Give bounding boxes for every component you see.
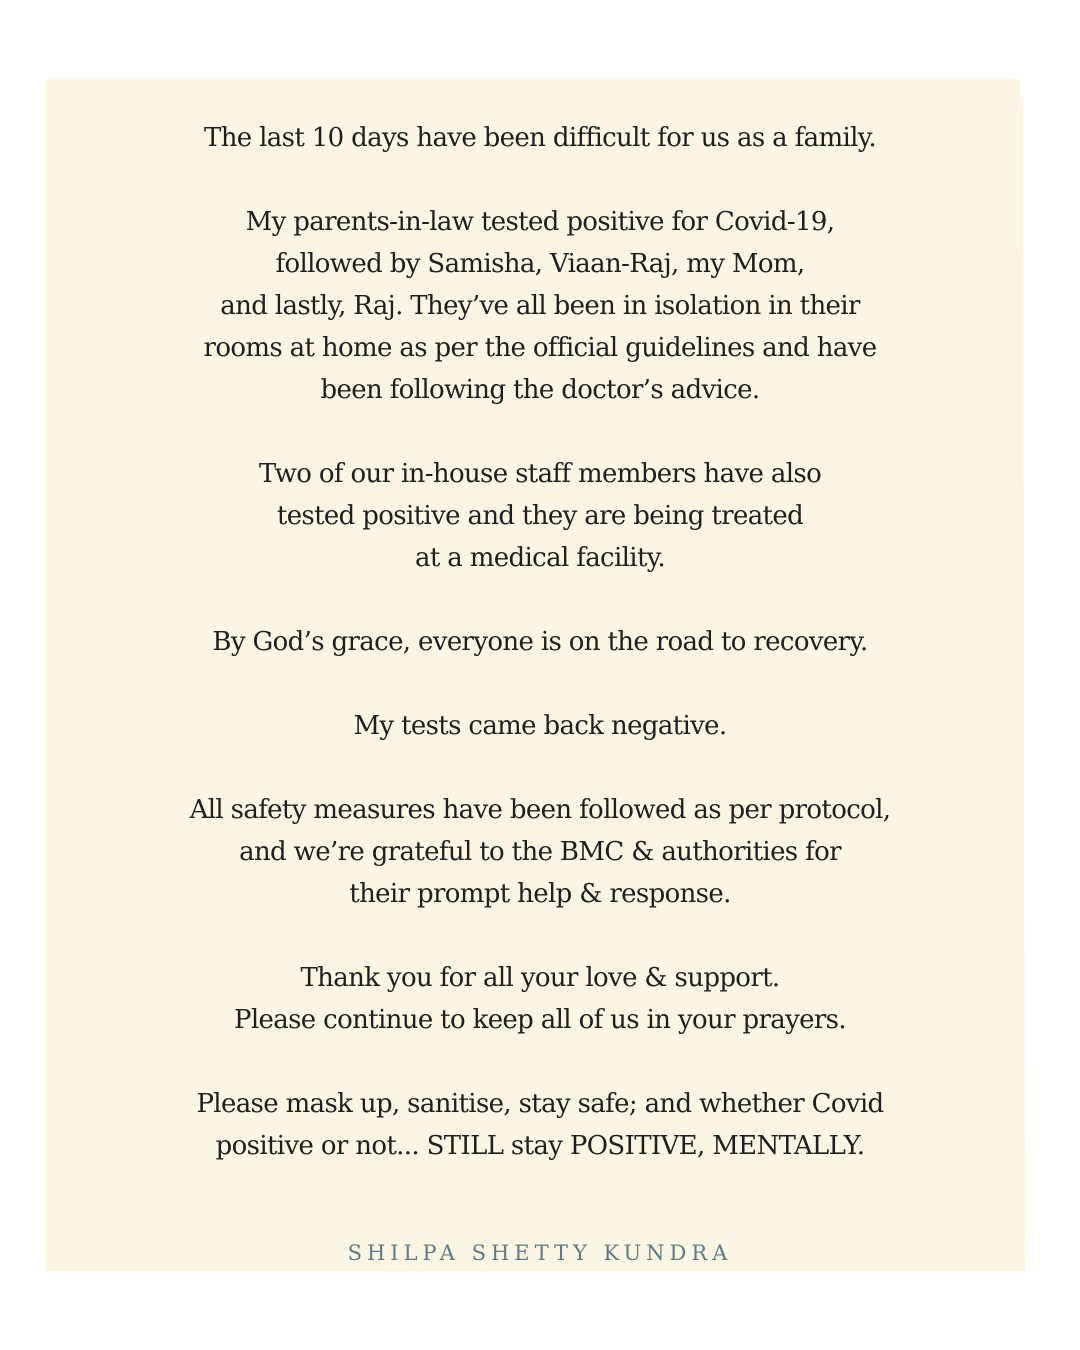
signature: SHILPA SHETTY KUNDRA [347, 1241, 733, 1265]
statement-paragraph [46, 957, 1034, 1041]
statement-paragraph [46, 1083, 1034, 1167]
statement-line: and lastly, Raj. They’ve all been in isolation in their [220, 291, 860, 321]
statement-paragraph [46, 705, 1034, 747]
statement-line: All safety measures have been followed as per protocol, [189, 795, 891, 825]
statement-line: followed by Samisha, Viaan-Raj, my Mom, [275, 249, 805, 279]
statement-paragraph [46, 117, 1034, 159]
statement-paragraph [46, 201, 1034, 411]
statement-paragraph [46, 621, 1034, 663]
statement-paragraph [46, 453, 1034, 579]
statement-line: rooms at home as per the official guidelines and have [203, 333, 877, 363]
statement-text [46, 117, 1034, 1167]
statement-line: their prompt help & response. [349, 879, 731, 909]
statement-line: tested positive and they are being treated [276, 501, 804, 531]
statement-line: My parents-in-law tested positive for Covid-19, [245, 207, 835, 237]
statement-line: and we’re grateful to the BMC & authorities for [239, 837, 841, 867]
statement-line: Please mask up, sanitise, stay safe; and whether Covid [196, 1089, 884, 1119]
statement-paragraph [46, 789, 1034, 915]
statement-line: The last 10 days have been difficult for us as a family. [204, 123, 876, 153]
statement-line: at a medical facility. [415, 543, 665, 573]
statement-line: My tests came back negative. [353, 711, 727, 741]
statement-line: By God’s grace, everyone is on the road to recovery. [212, 627, 868, 657]
statement-line: Thank you for all your love & support. [300, 963, 780, 993]
statement-line: Two of our in-house staff members have also [258, 459, 822, 489]
statement-line: been following the doctor’s advice. [320, 375, 760, 405]
statement-line: positive or not... STILL stay POSITIVE, MENTALLY. [215, 1131, 865, 1161]
statement-line: Please continue to keep all of us in your prayers. [234, 1005, 846, 1035]
